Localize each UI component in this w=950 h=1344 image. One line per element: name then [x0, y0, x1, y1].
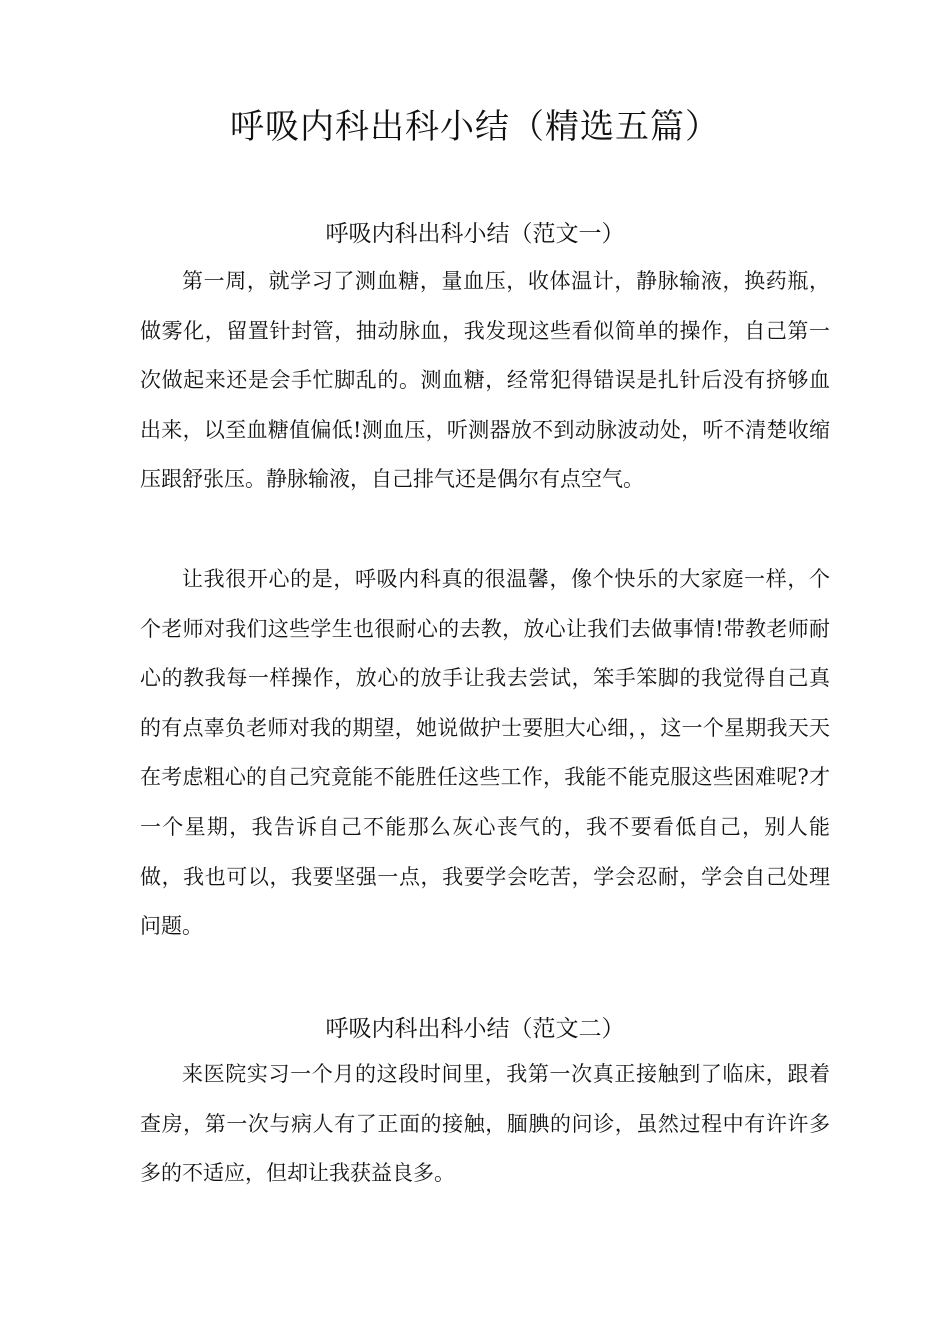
section-1-paragraph-1: 第一周，就学习了测血糖，量血压，收体温计，静脉输液，换药瓶，做雾化，留置针封管，抽动脉血，我发现这些看似简单的操作，自己第一次做起来还是会手忙脚乱的。测血糖，经常犯得错误是扎针后没有挤够血出来，以至血糖值偏低!测血压，听测器放不到动脉波动处，听不清楚收缩压跟舒张压。静脉输液，自己排气还是偶尔有点空气。: [140, 269, 830, 492]
section-heading-1: 呼吸内科出科小结（范文一）: [325, 221, 625, 247]
section-2-paragraph-1: 来医院实习一个月的这段时间里，我第一次真正接触到了临床，跟着查房，第一次与病人有了正面的接触，腼腆的问诊，虽然过程中有许许多多的不适应，但却让我获益良多。: [140, 1062, 830, 1186]
document-title: 呼吸内科出科小结（精选五篇）: [230, 107, 720, 147]
section-1-paragraph-2: 让我很开心的是，呼吸内科真的很温馨，像个快乐的大家庭一样，个个老师对我们这些学生也很耐心的去教，放心让我们去做事情!带教老师耐心的教我每一样操作，放心的放手让我去尝试，笨手笨脚的我觉得自己真的有点辜负老师对我的期望，她说做护士要胆大心细，，这一个星期我天天在考虑粗心的自己究竟能不能胜任这些工作，我能不能克服这些困难呢?才一个星期，我告诉自己不能那么灰心丧气的，我不要看低自己，别人能做，我也可以，我要坚强一点，我要学会吃苦，学会忍耐，学会自己处理问题。: [140, 567, 830, 939]
section-heading-2: 呼吸内科出科小结（范文二）: [325, 1016, 625, 1042]
